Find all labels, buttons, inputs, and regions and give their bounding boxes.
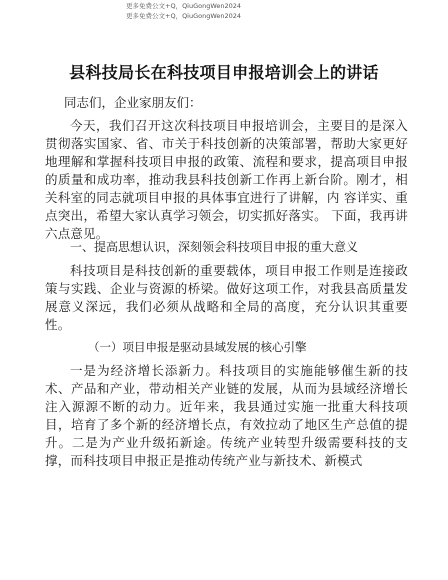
paragraph-subsection-1: 一是为经济增长添新力。科技项目的实施能够催生新的技术、产品和产业，带动相关产业链的发展，从而为县域经济增长注入源源不断的动力。近年来，我县通过实施一批重大科技项目，培育了多个新的经济增长点，有效拉动了地区生产总值的提升。二是为产业升级拓新途。传统产业转型升级需要科技的支撑，而科技项目申报正是推动传统产业与新技术、新模式 xyxy=(45,363,408,468)
subsection-heading-1: （一）项目申报是驱动县域发展的核心引擎 xyxy=(88,340,307,354)
watermark-line-2: 更多免费公文+Q，QiuGongWen2024 xyxy=(126,12,242,20)
paragraph-intro: 今天，我们召开这次科技项目申报培训会，主要目的是深入贯彻落实国家、省、市关于科技创新的决策部署，帮助大家更好地理解和掌握科技项目申报的政策、流程和要求，提高项目申报的质量和成功率，推动我县科技创新工作再上新台阶。刚才，相关科室的同志就项目申报的具体事宜进行了讲解，内 容详实、重点突出，希望大家认真学习领会，切实抓好落实。 下面，我再讲六点意见。 xyxy=(45,118,408,241)
section-heading-1: 一、提高思想认识，深刻领会科技项目申报的重大意义 xyxy=(70,240,359,254)
paragraph-section-1: 科技项目是科技创新的重要载体，项目申报工作则是连接政策与实践、企业与资源的桥梁。做好这项工作，对我县高质量发展意义深远，我们必须从战略和全局的高度，充分认识其重要性。 xyxy=(45,263,408,332)
greeting: 同志们，企业家朋友们： xyxy=(64,95,202,110)
page-title: 县科技局长在科技项目申报培训会上的讲话 xyxy=(69,63,379,82)
watermark-line-1: 更多免费公文+Q，QiuGongWen2024 xyxy=(126,2,242,10)
